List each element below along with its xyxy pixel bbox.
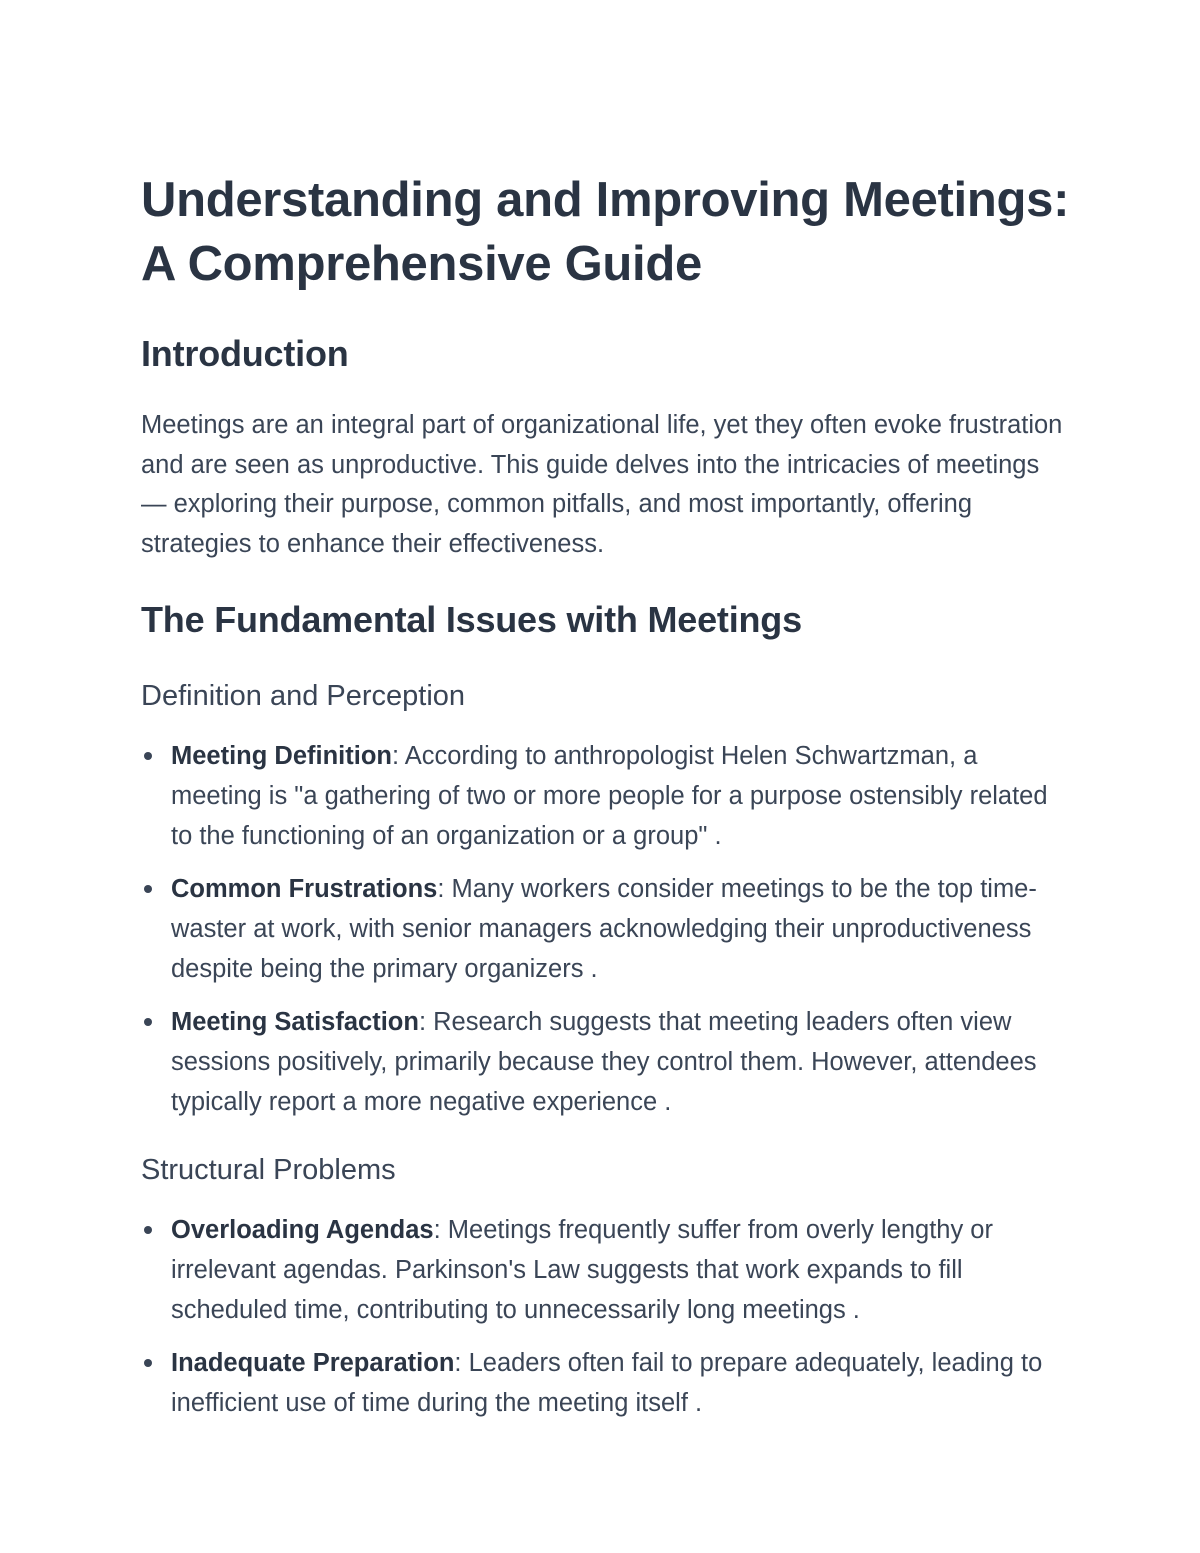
list-item-term: Meeting Satisfaction	[171, 1008, 419, 1036]
bullet-icon	[144, 885, 152, 893]
bullet-icon	[144, 1018, 152, 1026]
list-item-term: Common Frustrations	[171, 875, 438, 903]
list-item	[141, 1343, 1071, 1423]
list-item-text: : According to anthropologist Helen Schwartzman, a meeting is "a gathering of two or more people for a purpose ostensibly related to the functioning of an organization or a group" .	[171, 742, 1048, 850]
issues-heading: The Fundamental Issues with Meetings	[141, 599, 802, 640]
list-item	[141, 1210, 1071, 1330]
list-item	[141, 1002, 1071, 1122]
document-title: Understanding and Improving Meetings: A Comprehensive Guide	[141, 173, 1070, 291]
list-item-text: : Research suggests that meeting leaders often view sessions positively, primarily because they control them. However, attendees typically report a more negative experience .	[171, 1008, 1037, 1116]
list-item-text: : Leaders often fail to prepare adequately, leading to inefficient use of time during the meeting itself .	[171, 1349, 1043, 1417]
bullet-icon	[144, 752, 152, 760]
list-item-text: : Many workers consider meetings to be the top time-waster at work, with senior managers acknowledging their unproductiveness despite being the primary organizers .	[171, 875, 1037, 983]
introduction-heading: Introduction	[141, 333, 349, 374]
list-item	[141, 869, 1071, 989]
structural-problems-heading: Structural Problems	[141, 1154, 396, 1186]
list-item	[141, 736, 1071, 856]
document-page	[141, 168, 1071, 1423]
list-item-term: Overloading Agendas	[171, 1216, 434, 1244]
bullet-icon	[144, 1359, 152, 1367]
structural-problems-list	[141, 1210, 1071, 1423]
bullet-icon	[144, 1226, 152, 1234]
definition-perception-list	[141, 736, 1071, 1122]
definition-perception-heading: Definition and Perception	[141, 680, 466, 712]
list-item-term: Meeting Definition	[171, 742, 392, 770]
introduction-paragraph: Meetings are an integral part of organizational life, yet they often evoke frustration and are seen as unproductive. This guide delves into the intricacies of meetings — exploring their purpose, common pitfalls, and most importantly, offering strategies to enhance their effectiveness.	[141, 411, 1063, 558]
list-item-text: : Meetings frequently suffer from overly lengthy or irrelevant agendas. Parkinson's Law suggests that work expands to fill scheduled time, contributing to unnecessarily long meetings .	[171, 1216, 993, 1324]
list-item-term: Inadequate Preparation	[171, 1349, 455, 1377]
